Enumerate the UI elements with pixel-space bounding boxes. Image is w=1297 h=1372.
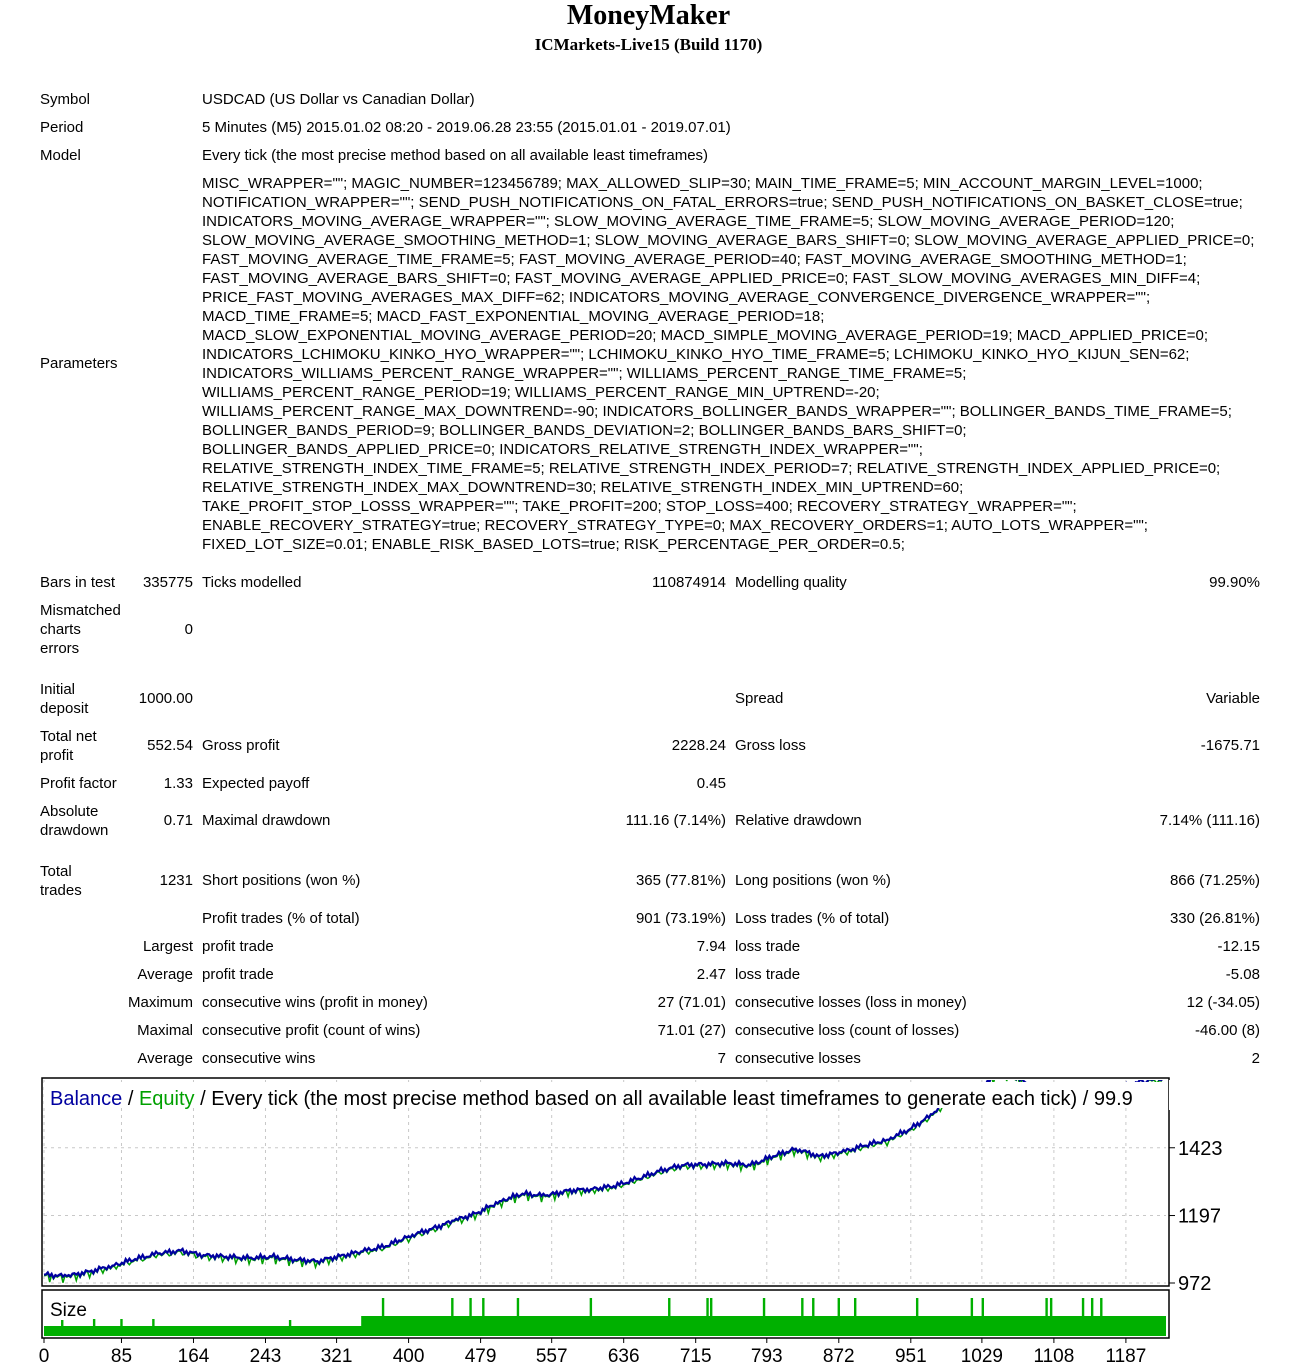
parameter-line: FIXED_LOT_SIZE=0.01; ENABLE_RISK_BASED_LOTS=true; RISK_PERCENTAGE_PER_ORDER=0.5;	[202, 536, 905, 553]
balance-equity-chart	[0, 1070, 1297, 1370]
deposit-value: 1000.00	[138, 690, 193, 707]
x-tick-label: 164	[177, 1346, 210, 1367]
loss-trades-label: Loss trades (% of total)	[735, 910, 890, 927]
maximal-consecutive-loss-value: -46.00 (8)	[1194, 1022, 1260, 1039]
mismatch-value: 0	[184, 621, 193, 638]
ticks-label: Ticks modelled	[202, 574, 302, 591]
spread-label: Spread	[735, 690, 784, 707]
gross-loss-label: Gross loss	[735, 737, 806, 754]
absolute-drawdown-value: 0.71	[163, 812, 193, 829]
y-tick-label: 1423	[1178, 1137, 1223, 1160]
maximal-consecutive-profit-value: 71.01 (27)	[657, 1022, 726, 1039]
loss-trades-value: 330 (26.81%)	[1169, 910, 1260, 927]
average-consecutive-label: Average	[137, 1050, 193, 1067]
symbol-value: USDCAD (US Dollar vs Canadian Dollar)	[202, 91, 475, 108]
bars-value: 335775	[142, 574, 193, 591]
expected-payoff-value: 0.45	[696, 775, 726, 792]
x-tick-label: 0	[38, 1346, 50, 1367]
parameter-line: WILLIAMS_PERCENT_RANGE_MAX_DOWNTREND=-90; INDICATORS_BOLLINGER_BANDS_WRAPPER=""; BOLLINGER_BANDS_TIME_FRAME=5;	[202, 403, 1232, 420]
expected-payoff-label: Expected payoff	[202, 775, 310, 792]
parameter-line: INDICATORS_MOVING_AVERAGE_WRAPPER=""; SLOW_MOVING_AVERAGE_TIME_FRAME=5; SLOW_MOVING_AVERAGE_PERIOD=120;	[202, 213, 1175, 230]
profit-trades-value: 901 (73.19%)	[635, 910, 726, 927]
spread-value: Variable	[1206, 690, 1260, 707]
relative-drawdown-value: 7.14% (111.16)	[1159, 812, 1260, 829]
max-consecutive-wins-value: 27 (71.01)	[657, 994, 726, 1011]
x-tick-label: 400	[392, 1346, 425, 1367]
x-tick-label: 557	[535, 1346, 568, 1367]
size-spike	[971, 1298, 973, 1336]
size-spike	[982, 1298, 984, 1336]
max-consecutive-wins-label: consecutive wins (profit in money)	[202, 994, 428, 1011]
average-consecutive-wins-value: 7	[717, 1050, 726, 1067]
average-loss-label: loss trade	[735, 966, 801, 983]
y-tick-label: 1197	[1178, 1205, 1222, 1228]
x-tick-label: 321	[320, 1346, 353, 1367]
relative-drawdown-label: Relative drawdown	[735, 812, 862, 829]
largest-loss-label: loss trade	[735, 938, 801, 955]
x-tick-label: 872	[822, 1346, 855, 1367]
maximal-drawdown-value: 111.16 (7.14%)	[625, 812, 726, 829]
legend-description: / Every tick (the most precise method based on all available least timeframes to generate each tick) / 99.9	[194, 1088, 1133, 1110]
size-spike	[1050, 1298, 1052, 1336]
gross-profit-value: 2228.24	[671, 737, 726, 754]
mismatch-label-1: Mismatched	[40, 602, 121, 619]
profit-trades-label: Profit trades (% of total)	[202, 910, 360, 927]
size-spike	[706, 1298, 708, 1336]
parameter-line: RELATIVE_STRENGTH_INDEX_MAX_DOWNTREND=30; RELATIVE_STRENGTH_INDEX_MIN_UPTREND=60;	[202, 479, 964, 496]
size-label: Size	[50, 1300, 87, 1321]
parameter-line: FAST_MOVING_AVERAGE_BARS_SHIFT=0; FAST_MOVING_AVERAGE_APPLIED_PRICE=0; FAST_SLOW_MOVING_AVERAGES_MIN_DIFF=4;	[202, 270, 1201, 287]
short-positions-label: Short positions (won %)	[202, 872, 361, 889]
legend-separator: /	[122, 1088, 139, 1110]
size-spike	[763, 1298, 765, 1336]
size-spike	[812, 1298, 814, 1336]
model-value: Every tick (the most precise method based on all available least timeframes)	[202, 147, 709, 164]
long-positions-value: 866 (71.25%)	[1169, 872, 1260, 889]
absolute-drawdown-label-2: drawdown	[40, 822, 109, 839]
x-tick-label: 715	[679, 1346, 712, 1367]
parameter-line: PRICE_FAST_MOVING_AVERAGES_MAX_DIFF=62; INDICATORS_MOVING_AVERAGE_CONVERGENCE_DIVERGENCE_WRAPPER="";	[202, 289, 1151, 306]
size-spike	[61, 1320, 63, 1336]
parameter-line: INDICATORS_LCHIMOKU_KINKO_HYO_WRAPPER=""; LCHIMOKU_KINKO_HYO_TIME_FRAME=5; LCHIMOKU_KINKO_HYO_KIJUN_SEN=62;	[202, 346, 1190, 363]
profit-factor-value: 1.33	[163, 775, 193, 792]
maximum-label: Maximum	[127, 994, 193, 1011]
short-positions-value: 365 (77.81%)	[635, 872, 726, 889]
legend-clip-mask	[1169, 1080, 1297, 1110]
x-axis	[39, 1338, 1147, 1367]
size-spike	[801, 1298, 803, 1336]
total-trades-label-2: trades	[40, 882, 82, 899]
parameter-line: BOLLINGER_BANDS_APPLIED_PRICE=0; INDICATORS_RELATIVE_STRENGTH_INDEX_WRAPPER="";	[202, 441, 923, 458]
size-spike	[482, 1298, 484, 1336]
bars-label: Bars in test	[40, 574, 116, 591]
largest-loss-value: -12.15	[1217, 938, 1260, 955]
largest-label: Largest	[142, 938, 193, 955]
average-consecutive-losses-label: consecutive losses	[735, 1050, 861, 1067]
x-tick-label: 636	[607, 1346, 640, 1367]
model-label: Model	[40, 147, 81, 164]
size-spike	[590, 1298, 592, 1336]
largest-profit-value: 7.94	[696, 938, 726, 955]
size-spike	[710, 1298, 712, 1336]
quality-label: Modelling quality	[735, 574, 847, 591]
parameter-line: TAKE_PROFIT_STOP_LOSSS_WRAPPER=""; TAKE_PROFIT=200; STOP_LOSS=400; RECOVERY_STRATEGY_WRAPPER="";	[202, 498, 1077, 515]
size-spike	[1091, 1298, 1093, 1336]
maximal-label: Maximal	[137, 1022, 193, 1039]
largest-profit-label: profit trade	[202, 938, 274, 955]
chart-legend	[50, 1088, 1133, 1110]
size-spike	[120, 1319, 122, 1336]
net-profit-value: 552.54	[147, 737, 193, 754]
parameters-label: Parameters	[40, 355, 118, 372]
long-positions-label: Long positions (won %)	[735, 872, 891, 889]
parameter-line: WILLIAMS_PERCENT_RANGE_PERIOD=19; WILLIAMS_PERCENT_RANGE_MIN_UPTREND=-20;	[202, 384, 880, 401]
legend-balance: Balance	[50, 1088, 123, 1110]
period-label: Period	[40, 119, 84, 136]
x-tick-label: 1187	[1105, 1346, 1147, 1367]
size-spike	[1100, 1298, 1102, 1336]
x-tick-label: 1108	[1033, 1346, 1075, 1367]
average-label: Average	[137, 966, 193, 983]
deposit-label-1: Initial	[40, 681, 76, 698]
parameter-line: MACD_SLOW_EXPONENTIAL_MOVING_AVERAGE_PERIOD=20; MACD_SIMPLE_MOVING_AVERAGE_PERIOD=19; MACD_APPLIED_PRICE=0;	[202, 327, 1209, 344]
size-spike	[517, 1298, 519, 1336]
x-tick-label: 243	[249, 1346, 282, 1367]
net-profit-label-2: profit	[40, 747, 74, 764]
size-spike	[469, 1298, 471, 1336]
size-spike	[838, 1298, 840, 1336]
size-spike	[93, 1319, 95, 1336]
x-tick-label: 793	[750, 1346, 783, 1367]
size-spike	[1082, 1298, 1084, 1336]
parameter-line: BOLLINGER_BANDS_PERIOD=9; BOLLINGER_BANDS_DEVIATION=2; BOLLINGER_BANDS_BARS_SHIFT=0;	[202, 422, 967, 439]
parameter-line: NOTIFICATION_WRAPPER=""; SEND_PUSH_NOTIFICATIONS_ON_FATAL_ERRORS=true; SEND_PUSH_NOTIFICATIONS_ON_BASKET_CLOSE=true;	[202, 194, 1243, 211]
quality-value: 99.90%	[1209, 574, 1260, 591]
parameter-line: MACD_TIME_FRAME=5; MACD_FAST_EXPONENTIAL_MOVING_AVERAGE_PERIOD=18;	[202, 308, 825, 325]
report-title: MoneyMaker	[566, 0, 731, 31]
size-spike	[152, 1319, 154, 1336]
max-consecutive-losses-value: 12 (-34.05)	[1186, 994, 1260, 1011]
y-axis	[1169, 1138, 1223, 1295]
deposit-label-2: deposit	[40, 700, 89, 717]
ticks-value: 110874914	[652, 574, 726, 591]
x-tick-label: 85	[110, 1346, 133, 1367]
symbol-label: Symbol	[40, 91, 91, 108]
size-spike	[916, 1298, 918, 1336]
period-value: 5 Minutes (M5) 2015.01.02 08:20 - 2019.06.28 23:55 (2015.01.01 - 2019.07.01)	[202, 119, 731, 136]
profit-factor-label: Profit factor	[40, 775, 117, 792]
parameter-line: MISC_WRAPPER=""; MAGIC_NUMBER=123456789; MAX_ALLOWED_SLIP=30; MAIN_TIME_FRAME=5; MIN_ACCOUNT_MARGIN_LEVEL=1000;	[202, 175, 1203, 192]
average-profit-label: profit trade	[202, 966, 274, 983]
legend-equity: Equity	[138, 1088, 195, 1110]
maximal-consecutive-loss-label: consecutive loss (count of losses)	[735, 1022, 960, 1039]
parameter-line: SLOW_MOVING_AVERAGE_SMOOTHING_METHOD=1; SLOW_MOVING_AVERAGE_BARS_SHIFT=0; SLOW_MOVING_AVERAGE_APPLIED_PRICE=0;	[202, 232, 1255, 249]
size-spike	[854, 1298, 856, 1336]
size-spike	[289, 1320, 291, 1336]
total-trades-label-1: Total	[40, 863, 72, 880]
total-trades-value: 1231	[159, 872, 193, 889]
absolute-drawdown-label-1: Absolute	[40, 803, 99, 820]
maximal-drawdown-label: Maximal drawdown	[202, 812, 331, 829]
size-spike	[668, 1298, 670, 1336]
max-consecutive-losses-label: consecutive losses (loss in money)	[735, 994, 967, 1011]
parameter-line: FAST_MOVING_AVERAGE_TIME_FRAME=5; FAST_MOVING_AVERAGE_PERIOD=40; FAST_MOVING_AVERAGE_SMOOTHING_METHOD=1;	[202, 251, 1187, 268]
gross-loss-value: -1675.71	[1200, 737, 1260, 754]
average-profit-value: 2.47	[696, 966, 726, 983]
parameter-line: RELATIVE_STRENGTH_INDEX_TIME_FRAME=5; RELATIVE_STRENGTH_INDEX_PERIOD=7; RELATIVE_STRENGTH_INDEX_APPLIED_PRICE=0;	[202, 460, 1221, 477]
mismatch-label-3: errors	[40, 640, 80, 657]
gross-profit-label: Gross profit	[202, 737, 280, 754]
report-subtitle: ICMarkets-Live15 (Build 1170)	[534, 35, 763, 54]
size-spike	[451, 1298, 453, 1336]
parameter-line: ENABLE_RECOVERY_STRATEGY=true; RECOVERY_STRATEGY_TYPE=0; MAX_RECOVERY_ORDERS=1; AUTO_LOTS_WRAPPER="";	[202, 517, 1148, 534]
mismatch-label-2: charts	[40, 621, 81, 638]
x-tick-label: 1029	[960, 1346, 1004, 1367]
x-tick-label: 479	[464, 1346, 497, 1367]
net-profit-label-1: Total net	[40, 728, 97, 745]
average-consecutive-losses-value: 2	[1251, 1050, 1260, 1067]
size-spike	[382, 1298, 384, 1336]
maximal-consecutive-profit-label: consecutive profit (count of wins)	[202, 1022, 421, 1039]
y-tick-label: 972	[1178, 1273, 1212, 1295]
average-loss-value: -5.08	[1225, 966, 1260, 983]
size-spike	[1045, 1298, 1047, 1336]
parameter-line: INDICATORS_WILLIAMS_PERCENT_RANGE_WRAPPER=""; WILLIAMS_PERCENT_RANGE_TIME_FRAME=5;	[202, 365, 967, 382]
average-consecutive-wins-label: consecutive wins	[202, 1050, 316, 1067]
parameters-value	[202, 174, 1272, 554]
x-tick-label: 951	[894, 1346, 927, 1367]
